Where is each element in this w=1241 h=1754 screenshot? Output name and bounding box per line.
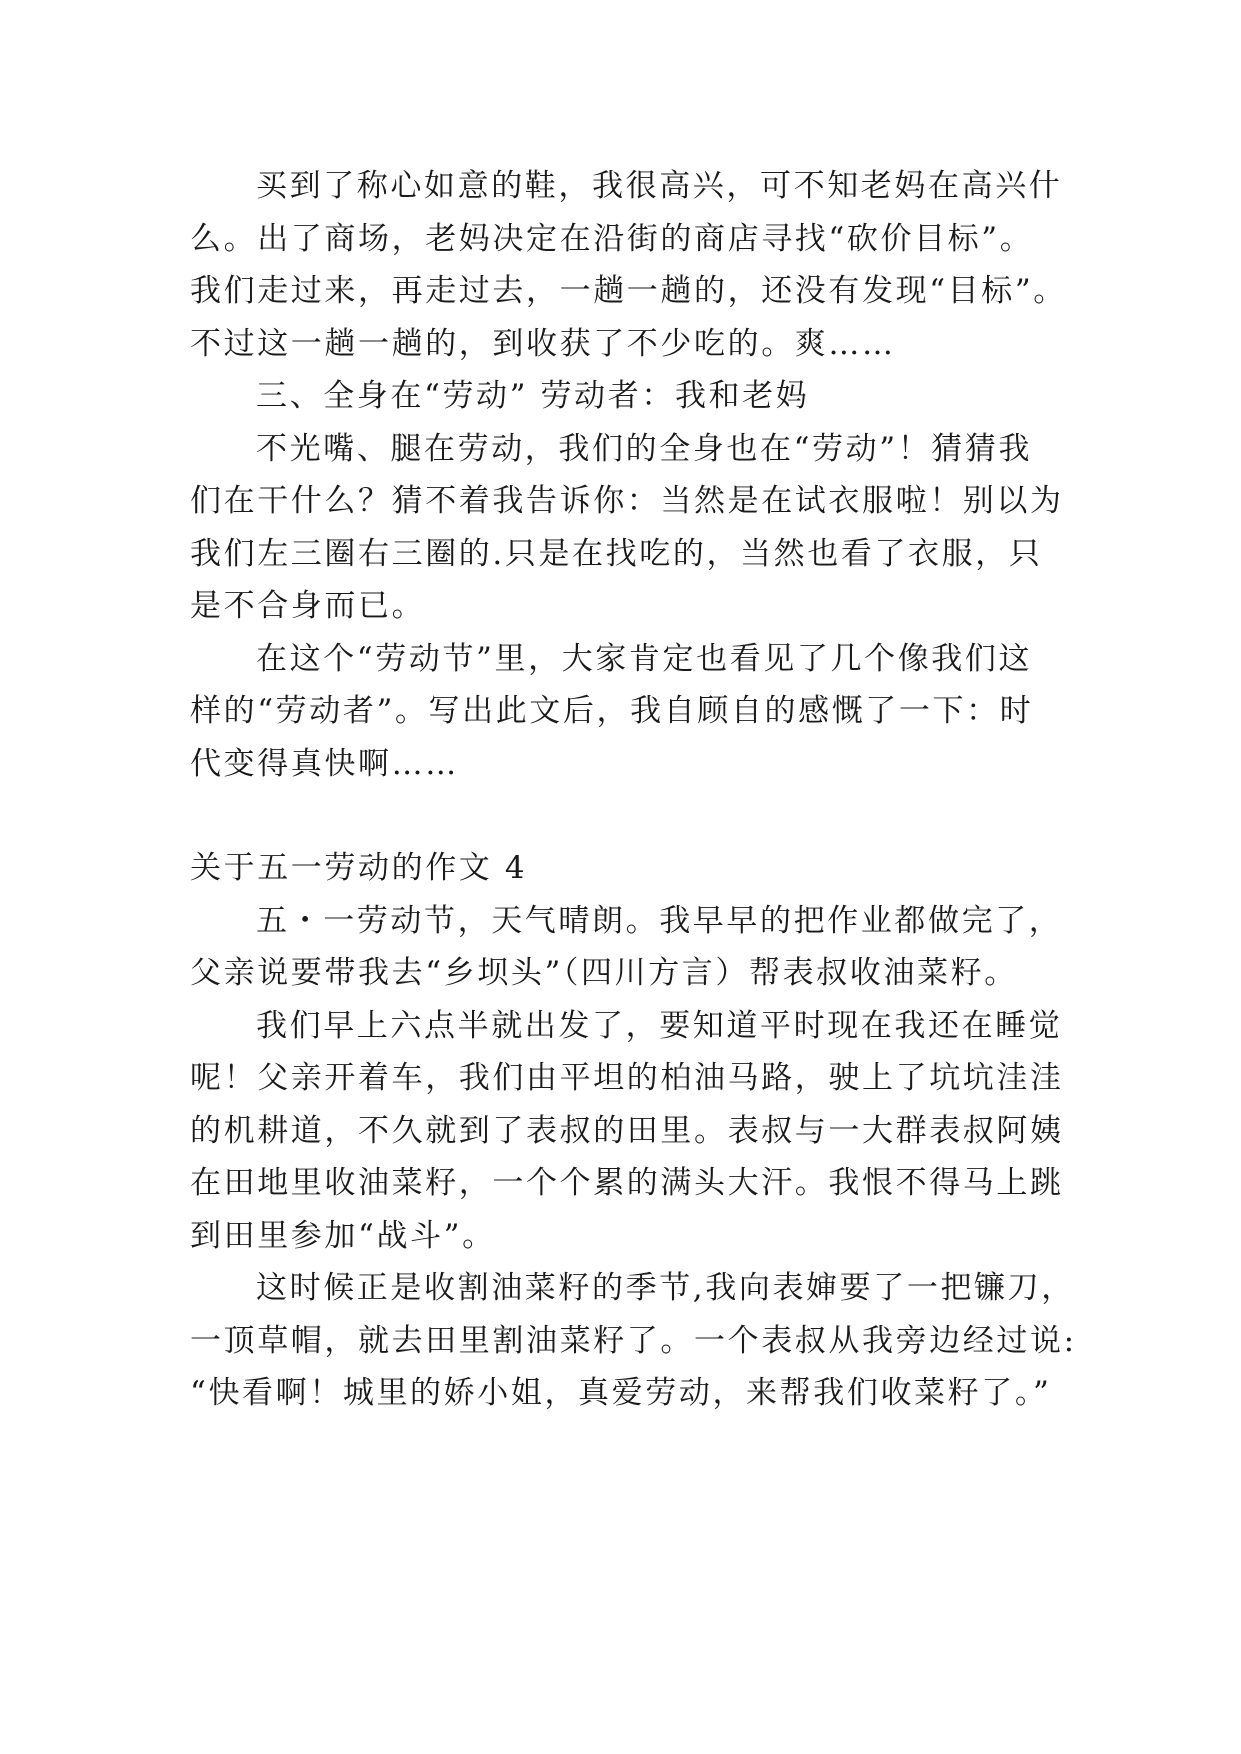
text-line: 三、全身在“劳动” 劳动者：我和老妈 (256, 378, 810, 414)
text-line: 么。出了商场，老妈决定在沿街的商店寻找“砍价目标”。 (190, 220, 1034, 257)
text-line: 我们左三圈右三圈的.只是在找吃的，当然也看了衣服，只 (190, 535, 1043, 572)
text-line: 们在干什么？猜不着我告诉你：当然是在试衣服啦！别以为 (190, 483, 1064, 519)
section-gap (190, 790, 1070, 842)
text-line: 代变得真快啊…… (190, 745, 459, 782)
paragraph-trying-clothes (190, 423, 1070, 633)
text-line: 是不合身而已。 (190, 588, 426, 624)
text-line: 父亲说要带我去“乡坝头”（四川方言）帮表叔收油菜籽。 (190, 955, 1018, 991)
text-line: 我们走过来，再走过去，一趟一趟的，还没有发现“目标”。 (190, 273, 1067, 309)
paragraph-departure (190, 1000, 1070, 1263)
paragraph-shoes (190, 160, 1070, 370)
text-line: 的机耕道，不久就到了表叔的田里。表叔与一大群表叔阿姨 (190, 1112, 1064, 1149)
text-line: 一顶草帽，就去田里割油菜籽了。一个表叔从我旁边经过说: (190, 1322, 1077, 1359)
text-line: 五・一劳动节，天气晴朗。我早早的把作业都做完了， (256, 902, 1063, 939)
text-line: 我们早上六点半就出发了，要知道平时现在我还在睡觉 (256, 1007, 1063, 1044)
text-line: 在田地里收油菜籽，一个个累的满头大汗。我恨不得马上跳 (190, 1165, 1064, 1201)
text-line: 买到了称心如意的鞋，我很高兴，可不知老妈在高兴什 (256, 168, 1063, 204)
subheading-whole-body (190, 370, 1070, 423)
document-body (190, 160, 1077, 1420)
text-line: 在这个“劳动节”里，大家肯定也看见了几个像我们这 (256, 640, 1033, 677)
text-line: 样的“劳动者”。写出此文后，我自顾自的感慨了一下：时 (190, 693, 1034, 729)
text-line: 到田里参加“战斗”。 (190, 1217, 496, 1254)
text-line: 呢！父亲开着车，我们由平坦的柏油马路，驶上了坑坑洼洼 (190, 1060, 1064, 1096)
text-line: 不光嘴、腿在劳动，我们的全身也在“劳动”！猜猜我 (256, 430, 1033, 467)
paragraph-may-day (190, 895, 1070, 1000)
text-line: 这时候正是收割油菜籽的季节,我向表婶要了一把镰刀， (256, 1270, 1075, 1306)
text-line: “快看啊！城里的娇小姐，真爱劳动，来帮我们收菜籽了。” (190, 1375, 1052, 1411)
section-title: 关于五一劳动的作文 4 (190, 850, 528, 886)
paragraph-conclusion (190, 633, 1070, 791)
paragraph-harvest (190, 1262, 1077, 1420)
text-line: 不过这一趟一趟的，到收获了不少吃的。爽…… (190, 325, 896, 362)
